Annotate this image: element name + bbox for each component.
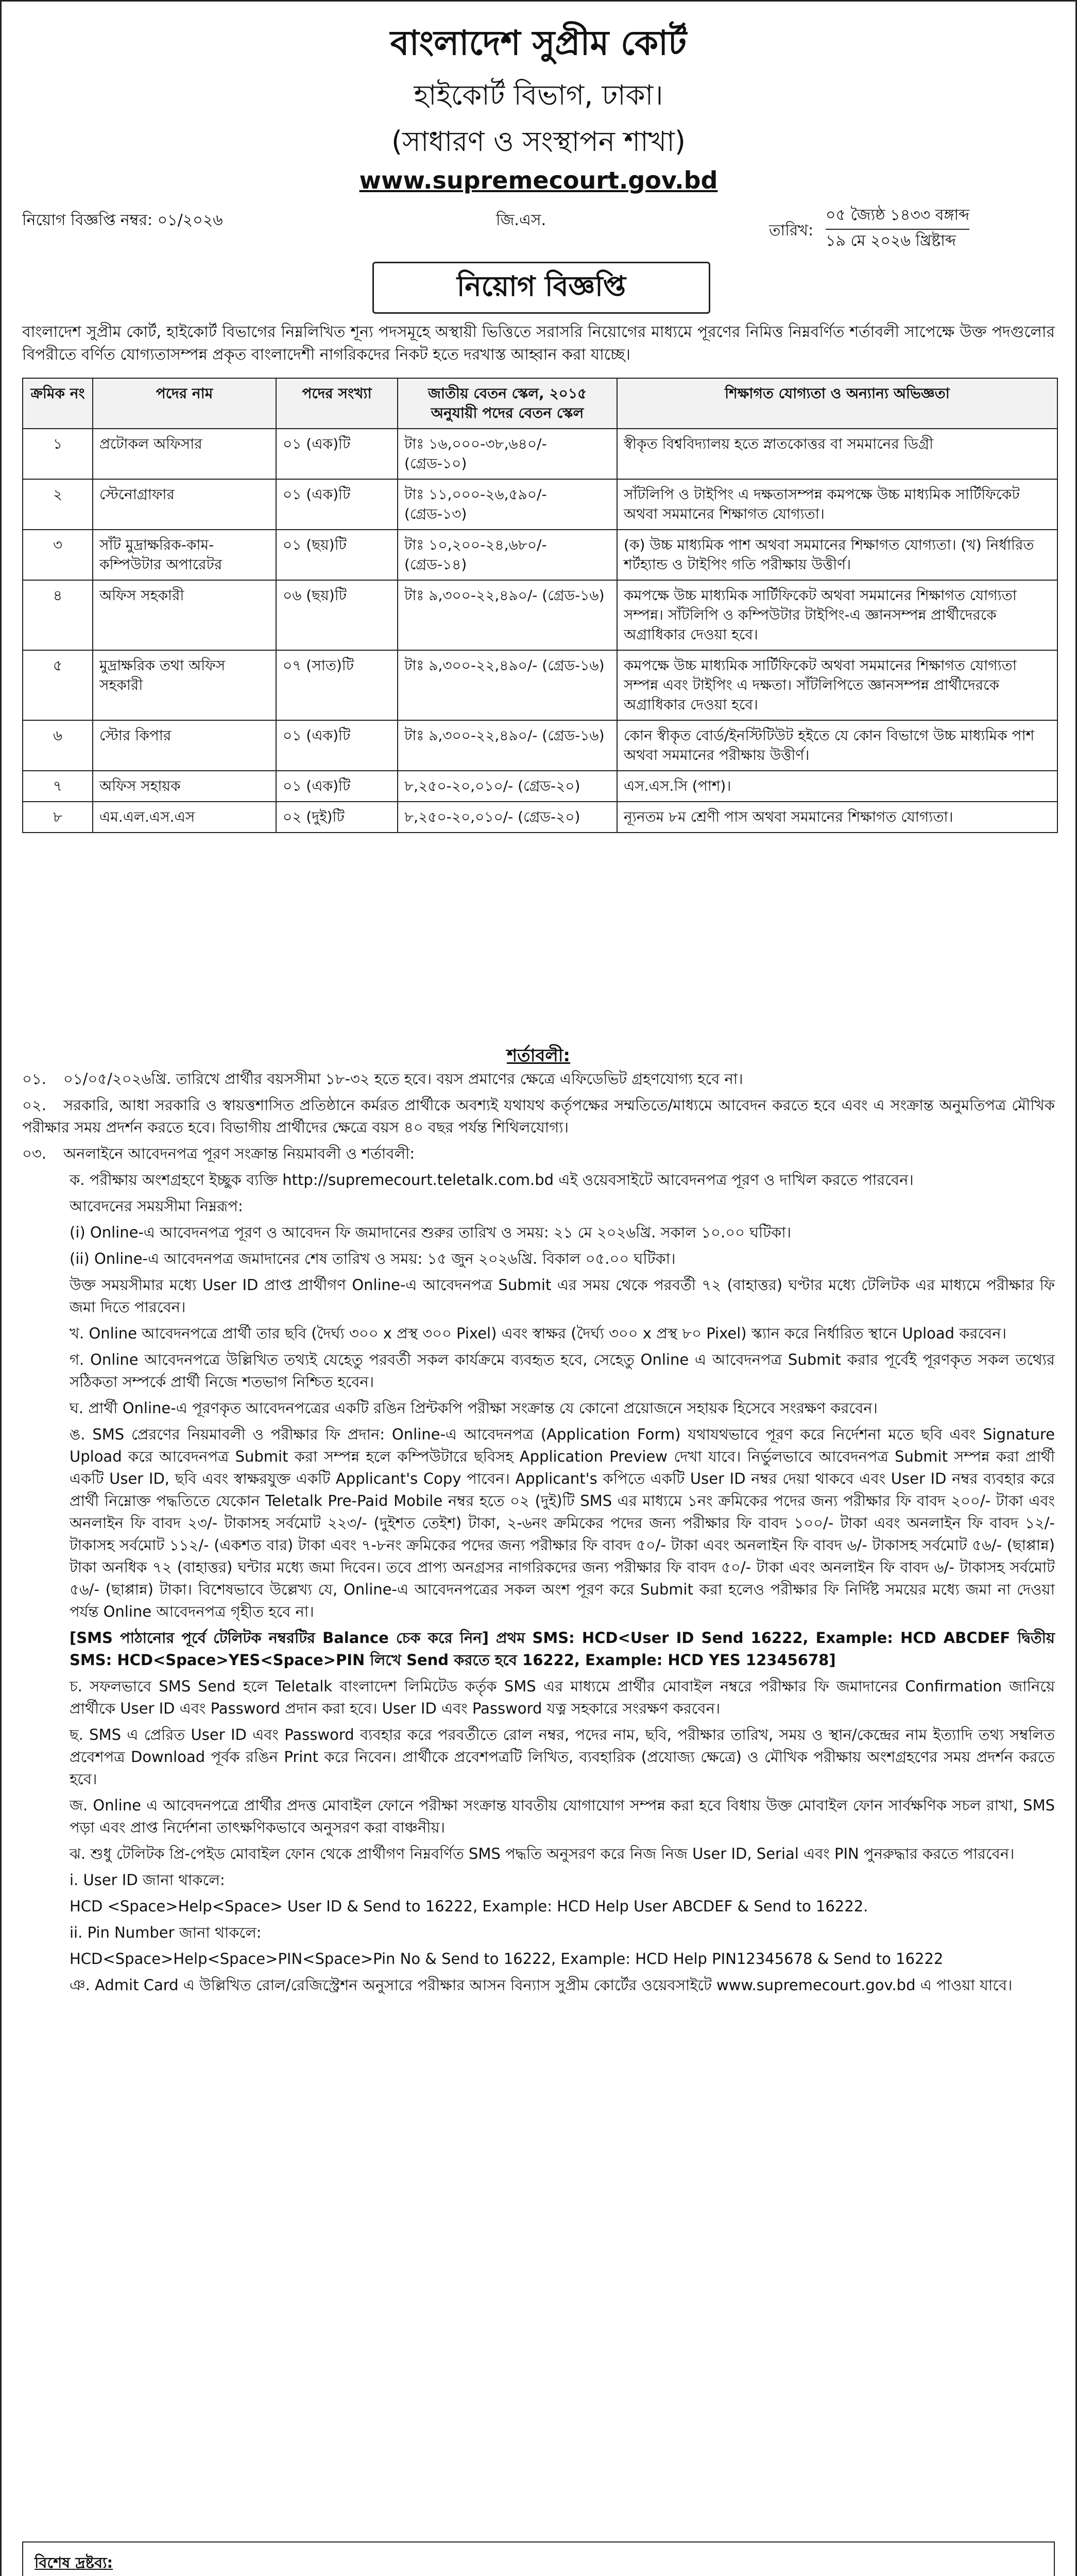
pin-instruction: HCD<Space>Help<Space>PIN<Space>Pin No & Send to 16222, Example: HCD Help PIN12345678 & Send to 16222 (70, 1950, 944, 1968)
term-g: গ. Online আবেদনপত্রে উল্লিখিত তথ্যই যেহেতু পরবর্তী সকল কার্যক্রমে ব্যবহৃত হবে, সেহেতু Online এ আবেদনপত্র Submit করার পূর্বেই পূরণকৃত সকল তথ্যের সঠিকতা সম্পর্কে প্রার্থী নিজে শতভাগ নিশ্চিত হবেন। (70, 1351, 1055, 1391)
cell-count: ০১ (এক)টি (276, 720, 398, 771)
term-jh: ঝ. শুধু টেলিটক প্রি-পেইড মোবাইল ফোন থেকে প্রার্থীগণ নিম্নবর্ণিত SMS পদ্ধতি অনুসরণ করে নিজ নিজ User ID, Serial এবং PIN পুনরুদ্ধার করতে পারবেন। (70, 1845, 1015, 1862)
vacancy-table (22, 378, 1058, 833)
intro-text: বাংলাদেশ সুপ্রীম কোর্ট, হাইকোর্ট বিভাগের নিম্নলিখিত শূন্য পদসমূহে অস্থায়ী ভিত্তিতে সরাসরি নিয়োগের মাধ্যমে পূরণের নিমিত্ত নিম্নবর্ণিত শর্তাবলী সাপেক্ষে উক্ত পদগুলোর বিপরীতে বর্ণিত যোগ্যতাসম্পন্ন প্রকৃত বাংলাদেশী নাগরিকদের নিকট হতে দরখাস্ত আহ্বান করা যাচ্ছে। (22, 323, 1055, 364)
cell-serial: ২ (23, 479, 93, 530)
col-count: পদের সংখ্যা (276, 378, 398, 429)
cell-post: অফিস সহায়ক (93, 771, 276, 802)
term-number: ০২. (22, 1096, 46, 1114)
cell-qualification: সাঁটলিপি ও টাইপিং এ দক্ষতাসম্পন্ন কমপক্ষে উচ্চ মাধ্যমিক সার্টিফিকেট অথবা সমমানের শিক্ষাগত যোগ্যতা। (617, 479, 1057, 530)
notice-number: নিয়োগ বিজ্ঞপ্তি নম্বর: ০১/২০২৬ (22, 211, 223, 229)
term-ch: চ. সফলভাবে SMS Send হলে Teletalk বাংলাদেশ লিমিটেড কর্তৃক SMS এর মাধ্যমে প্রার্থীর মোবাইল নম্বরে পরীক্ষার ফি জমাদানের Confirmation জানিয়ে প্রার্থীকে User ID এবং Password প্রদান করা হবে। User ID এবং Password যত্ন সহকারে সংরক্ষণ করবেন। (70, 1677, 1055, 1717)
cell-scale: টাঃ ৯,৩০০-২২,৪৯০/- (গ্রেড-১৬) (398, 720, 617, 771)
cell-post: মুদ্রাক্ষরিক তথা অফিস সহকারী (93, 650, 276, 720)
cell-serial: ৮ (23, 802, 93, 833)
term-ng: ঙ. SMS প্রেরণের নিয়মাবলী ও পরীক্ষার ফি প্রদান: Online-এ আবেদনপত্র (Application Form) যথাযথভাবে পূরণ করে নির্দেশনা মতে ছবি এবং Signature Upload করে আবেদনপত্র Submit করা সম্পন্ন হলে কম্পিউটারে ছবিসহ Application Preview দেখা যাবে। নির্ভুলভাবে আবেদনপত্র Submit সম্পন্ন করা প্রার্থী একটি User ID, ছবি এবং স্বাক্ষরযুক্ত একটি Applicant's Copy পাবেন। Applicant's কপিতে একটি User ID নম্বর দেয়া থাকবে এবং User ID নম্বর ব্যবহার করে প্রার্থী নিম্নোক্ত পদ্ধতিতে যেকোন Teletalk Pre-Paid Mobile নম্বর হতে ০২ (দুই)টি SMS এর মাধ্যমে ১নং ক্রমিকের পদের জন্য পরীক্ষার ফি বাবদ ২০০/- টাকা এবং অনলাইন ফি বাবদ ২৩/- টাকাসহ সর্বমোট ২২৩/- (দুইশত তেইশ) টাকা, ২-৬নং ক্রমিকের পদের জন্য পরীক্ষার ফি বাবদ ১০০/- টাকা এবং অনলাইন ফি বাবদ ১২/- টাকাসহ সর্বমোট ১১২/- (একশত বার) টাকা এবং ৭-৮নং ক্রমিকের পদের জন্য পরীক্ষার ফি বাবদ ৫০/- টাকা এবং অনলাইন ফি বাবদ ৬/- টাকাসহ সর্বমোট ৫৬/- (ছাপ্পান্ন) টাকা অনধিক ৭২ (বাহাত্তর) ঘন্টার মধ্যে জমা দিবেন। তবে প্রাপ্য অনগ্রসর নাগরিকদের জন্য পরীক্ষার ফি বাবদ ৫০/- টাকা এবং অনলাইন ফি বাবদ ৬/- টাকাসহ সর্বমোট ৫৬/- (ছাপ্পান্ন) টাকা। বিশেষভাবে উল্লেখ্য যে, Online-এ আবেদনপত্রের সকল অংশ পূরণ করে Submit করা হলেও পরীক্ষার ফি নির্দিষ্ট সময়ের মধ্যে জমা না দেওয়া পর্যন্ত Online আবেদনপত্র গৃহীত হবে না। (70, 1426, 1055, 1620)
term-text: সরকারি, আধা সরকারি ও স্বায়ত্তশাসিত প্রতিষ্ঠানে কর্মরত প্রার্থীকে অবশ্যই যথাযথ কর্তৃপক্ষের সম্মতিতে/মাধ্যমে আবেদন করতে হবে এবং এ সংক্রান্ত অনুমতিপত্র মৌখিক পরীক্ষার সময় প্রদর্শন করতে হবে। বিভাগীয় প্রার্থীদের ক্ষেত্রে বয়স ৪০ বছর পর্যন্ত শিথিলযোগ্য। (22, 1096, 1055, 1136)
branch-name: (সাধারণ ও সংস্থাপন শাখা) (391, 125, 686, 158)
cell-qualification: কমপক্ষে উচ্চ মাধ্যমিক সার্টিফিকেট অথবা সমমানের শিক্ষাগত যোগ্যতা সম্পন্ন। সাঁটলিপি ও কম্পিউটার টাইপিং-এ জ্ঞানসম্পন্ন প্রার্থীদেরকে অগ্রাধিকার দেওয়া হবে। (617, 580, 1057, 650)
table-row (23, 580, 1057, 650)
table-header-row (23, 378, 1057, 429)
table-row (23, 650, 1057, 720)
cell-scale: টাঃ ৯,৩০০-২২,৪৯০/- (গ্রেড-১৬) (398, 650, 617, 720)
cell-qualification: স্বীকৃত বিশ্ববিদ্যালয় হতে স্নাতকোত্তর বা সমমানের ডিগ্রী (617, 429, 1057, 479)
table-row (23, 720, 1057, 771)
uid-title: i. User ID জানা থাকলে: (70, 1871, 225, 1889)
header (2, 17, 1075, 194)
special-title: বিশেষ দ্রষ্টব্য: (35, 2554, 113, 2571)
cell-serial: ৫ (23, 650, 93, 720)
cell-count: ০১ (এক)টি (276, 479, 398, 530)
schedule-end: (ii) Online-এ আবেদনপত্র জমাদানের শেষ তারিখ ও সময়: ১৫ জুন ২০২৬খ্রি. বিকাল ০৫.০০ ঘটিকা। (70, 1250, 676, 1267)
col-qualification: শিক্ষাগত যোগ্যতা ও অন্যান্য অভিজ্ঞতা (617, 378, 1057, 429)
table-row (23, 429, 1057, 479)
cell-post: এম.এল.এস.এস (93, 802, 276, 833)
term-number: ০৩. (22, 1145, 46, 1162)
term-chh: ছ. SMS এ প্রেরিত User ID এবং Password ব্যবহার করে পরবর্তীতে রোল নম্বর, পদের নাম, ছবি, পরীক্ষার তারিখ, সময় ও স্থান/কেন্দ্রের নাম ইত্যাদি তথ্য সম্বলিত প্রবেশপত্র Download পূর্বক রঙিন Print করে নিবেন। প্রার্থীকে প্রবেশপত্রটি লিখিত, ব্যবহারিক (প্রযোজ্য ক্ষেত্রে) ও মৌখিক পরীক্ষায় অংশগ্রহণের সময় প্রদর্শন করতে হবে। (70, 1726, 1055, 1788)
term-2 (22, 1094, 1055, 1139)
cell-scale: টাঃ ১০,২০০-২৪,৬৮০/- (গ্রেড-১৪) (398, 530, 617, 580)
cell-qualification: কোন স্বীকৃত বোর্ড/ইনস্টিটিউট হইতে যে কোন বিভাগে উচ্চ মাধ্যমিক পাশ অথবা সমমানের পরীক্ষায় উত্তীর্ণ। (617, 720, 1057, 771)
term-text: ০১/০৫/২০২৬খ্রি. তারিখে প্রার্থীর বয়সসীমা ১৮-৩২ হতে হবে। বয়স প্রমাণের ক্ষেত্রে এফিডেভিট গ্রহণযোগ্য হবে না। (63, 1070, 743, 1088)
cell-count: ০৭ (সাত)টি (276, 650, 398, 720)
cell-scale: টাঃ ৯,৩০০-২২,৪৯০/- (গ্রেড-১৬) (398, 580, 617, 650)
table-row (23, 802, 1057, 833)
schedule-title: আবেদনের সময়সীমা নিম্নরূপ: (70, 1197, 243, 1215)
date-label: তারিখ: (769, 222, 814, 240)
cell-scale: ৮,২৫০-২০,০১০/- (গ্রেড-২০) (398, 771, 617, 802)
terms-title: শর্তাবলী: (506, 1045, 571, 1066)
pin-title: ii. Pin Number জানা থাকলে: (70, 1924, 262, 1941)
cell-qualification: ন্যূনতম ৮ম শ্রেণী পাস অথবা সমমানের শিক্ষাগত যোগ্যতা। (617, 802, 1057, 833)
department: জি.এস. (496, 211, 546, 229)
schedule-fee: উক্ত সময়সীমার মধ্যে User ID প্রাপ্ত প্রার্থীগণ Online-এ আবেদনপত্র Submit এর সময় থেকে পরবর্তী ৭২ (বাহাত্তর) ঘণ্টার মধ্যে টেলিটক এর মাধ্যমে পরীক্ষার ফি জমা দিতে পারবেন। (70, 1276, 1055, 1316)
table-row (23, 479, 1057, 530)
table-row (23, 530, 1057, 580)
special-notes (22, 2541, 1055, 2576)
cell-count: ০২ (দুই)টি (276, 802, 398, 833)
term-j: জ. Online এ আবেদনপত্রে প্রার্থীর প্রদত্ত মোবাইল ফোনে পরীক্ষা সংক্রান্ত যাবতীয় যোগাযোগ সম্পন্ন করা হবে বিধায় উক্ত মোবাইল ফোন সার্বক্ষণিক সচল রাখা, SMS পড়া এবং প্রাপ্ত নির্দেশনা তাৎক্ষণিকভাবে অনুসরণ করা বাঞ্চনীয়। (70, 1797, 1055, 1836)
division-name: হাইকোর্ট বিভাগ, ঢাকা। (414, 79, 663, 111)
cell-count: ০৬ (ছয়)টি (276, 580, 398, 650)
cell-serial: ৭ (23, 771, 93, 802)
cell-qualification: কমপক্ষে উচ্চ মাধ্যমিক সার্টিফিকেট অথবা সমমানের শিক্ষাগত যোগ্যতা সম্পন্ন এবং টাইপিং এ দক্ষতা। সাঁটলিপিতে জ্ঞানসম্পন্ন প্রার্থীদেরকে অগ্রাধিকার দেওয়া হবে। (617, 650, 1057, 720)
term-kh: খ. Online আবেদনপত্রে প্রার্থী তার ছবি (দৈর্ঘ্য ৩০০ x প্রস্থ ৩০০ Pixel) এবং স্বাক্ষর (দৈর্ঘ্য ৩০০ x প্রস্থ ৮০ Pixel) স্ক্যান করে নির্ধারিত স্থানে Upload করবেন। (70, 1325, 1006, 1342)
col-post: পদের নাম (93, 378, 276, 429)
uid-instruction: HCD <Space>Help<Space> User ID & Send to 16222, Example: HCD Help User ABCDEF & Send to 16222. (70, 1897, 868, 1915)
notice-meta (22, 202, 1055, 259)
cell-post: স্টেনোগ্রাফার (93, 479, 276, 530)
date-english: ১৯ মে ২০২৬ খ্রিষ্টাব্দ (826, 232, 956, 250)
cell-qualification: এস.এস.সি (পাশ)। (617, 771, 1057, 802)
cell-serial: ৪ (23, 580, 93, 650)
date-bangla: ০৫ জ্যৈষ্ঠ ১৪৩৩ বঙ্গাব্দ (826, 202, 969, 230)
cell-scale: টাঃ ১১,০০০-২৬,৫৯০/- (গ্রেড-১৩) (398, 479, 617, 530)
term-number: ০১. (22, 1070, 46, 1088)
table-row (23, 771, 1057, 802)
cell-post: সাঁট মুদ্রাক্ষরিক-কাম-কম্পিউটার অপারেটর (93, 530, 276, 580)
term-1 (22, 1068, 1055, 1090)
sms-instructions: [SMS পাঠানোর পূর্বে টেলিটক নম্বরটির Balance চেক করে নিন] প্রথম SMS: HCD<User ID Send 16222, Example: HCD ABCDEF দ্বিতীয় SMS: HCD<Space>YES<Space>PIN লিখে Send করতে হবে 16222, Example: HCD YES 12345678] (70, 1629, 1055, 1669)
cell-scale: টাঃ ১৬,০০০-৩৮,৬৪০/- (গ্রেড-১০) (398, 429, 617, 479)
term-gh: ঘ. প্রার্থী Online-এ পূরণকৃত আবেদনপত্রের একটি রঙিন প্রিন্টকপি পরীক্ষা সংক্রান্ত যে কোনো প্রয়োজনে সহায়ক হিসেবে সংরক্ষণ করবেন। (70, 1399, 878, 1417)
cell-qualification: (ক) উচ্চ মাধ্যমিক পাশ অথবা সমমানের শিক্ষাগত যোগ্যতা। (খ) নির্ধারিত শর্টহ্যান্ড ও টাইপিং গতি পরীক্ষায় উত্তীর্ণ। (617, 530, 1057, 580)
cell-scale: ৮,২৫০-২০,০১০/- (গ্রেড-২০) (398, 802, 617, 833)
col-scale: জাতীয় বেতন স্কেল, ২০১৫ অনুযায়ী পদের বেতন স্কেল (398, 378, 617, 429)
cell-post: স্টোর কিপার (93, 720, 276, 771)
cell-serial: ৩ (23, 530, 93, 580)
cell-count: ০১ (ছয়)টি (276, 530, 398, 580)
org-name: বাংলাদেশ সুপ্রীম কোর্ট (390, 23, 687, 63)
cell-post: প্রটোকল অফিসার (93, 429, 276, 479)
terms-section (22, 1068, 1055, 2001)
page-title: নিয়োগ বিজ্ঞপ্তি (372, 262, 710, 314)
term-text: অনলাইনে আবেদনপত্র পূরণ সংক্রান্ত নিয়মাবলী ও শর্তাবলী: (63, 1145, 415, 1162)
cell-post: অফিস সহকারী (93, 580, 276, 650)
cell-count: ০১ (এক)টি (276, 429, 398, 479)
schedule-start: (i) Online-এ আবেদনপত্র পূরণ ও আবেদন ফি জমাদানের শুরুর তারিখ ও সময়: ২১ মে ২০২৬খ্রি. সকাল ১০.০০ ঘটিকা। (70, 1224, 792, 1241)
cell-serial: ৬ (23, 720, 93, 771)
admit-card-note: ঞ. Admit Card এ উল্লিখিত রোল/রেজিস্ট্রেশন অনুসারে পরীক্ষার আসন বিন্যাস সুপ্রীম কোর্টের ওয়েবসাইটে www.supremecourt.gov.bd এ পাওয়া যাবে। (70, 1976, 1013, 1994)
term-3 (22, 1143, 1055, 1165)
website-link[interactable]: www.supremecourt.gov.bd (359, 166, 718, 194)
col-serial: ক্রমিক নং (23, 378, 93, 429)
cell-serial: ১ (23, 429, 93, 479)
cell-count: ০১ (এক)টি (276, 771, 398, 802)
term-k: ক. পরীক্ষায় অংশগ্রহণে ইচ্ছুক ব্যক্তি http://supremecourt.teletalk.com.bd এই ওয়েবসাইটে আবেদনপত্র পূরণ ও দাখিল করতে পারবেন। (70, 1171, 914, 1189)
